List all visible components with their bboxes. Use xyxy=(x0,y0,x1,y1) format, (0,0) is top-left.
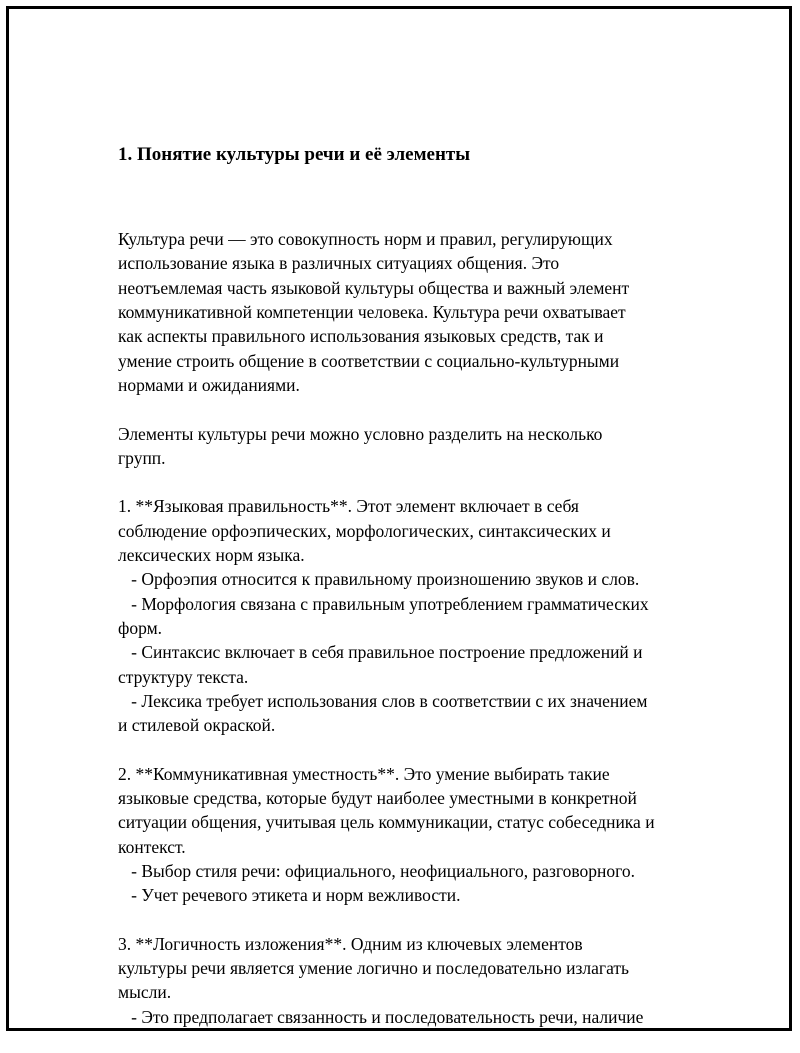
document-page xyxy=(118,92,728,1053)
section-body-text: Культура речи — это совокупность норм и правил, регулирующих использование языка в различных ситуациях общения. Это неотъемлемая часть языковой культуры общества и важный элемент коммуникативной компетенции человека. Культура речи охватывает как аспекты правильного использования языковых средств, так и умение строить общение в соответствии с социально-культурными нормами и ожиданиями. Элементы культуры речи можно условно разделить на несколько групп. 1. **Языковая правильность**. Этот элемент включает в себя соблюдение орфоэпических, морфологических, синтаксических и лексических норм языка. - Орфоэпия относится к правильному произношению звуков и слов. - Морфология связана с правильным употреблением грамматических форм. - Синтаксис включает в себя правильное построение предложений и структуру текста. - Лексика требует использования слов в соответствии с их значением и стилевой окраской. 2. **Коммуникативная уместность**. Это умение выбирать такие языковые средства, которые будут наиболее уместными в конкретной ситуации общения, учитывая цель коммуникации, статус собеседника и контекст. - Выбор стиля речи: официального, неофициального, разговорного. - Учет речевого этикета и норм вежливости. 3. **Логичность изложения**. Одним из ключевых элементов культуры речи является умение логично и последовательно излагать мысли. - Это предполагает связанность и последовательность речи, наличие xyxy=(118,229,655,1027)
section-heading: 1. Понятие культуры речи и её элементы xyxy=(118,143,471,165)
